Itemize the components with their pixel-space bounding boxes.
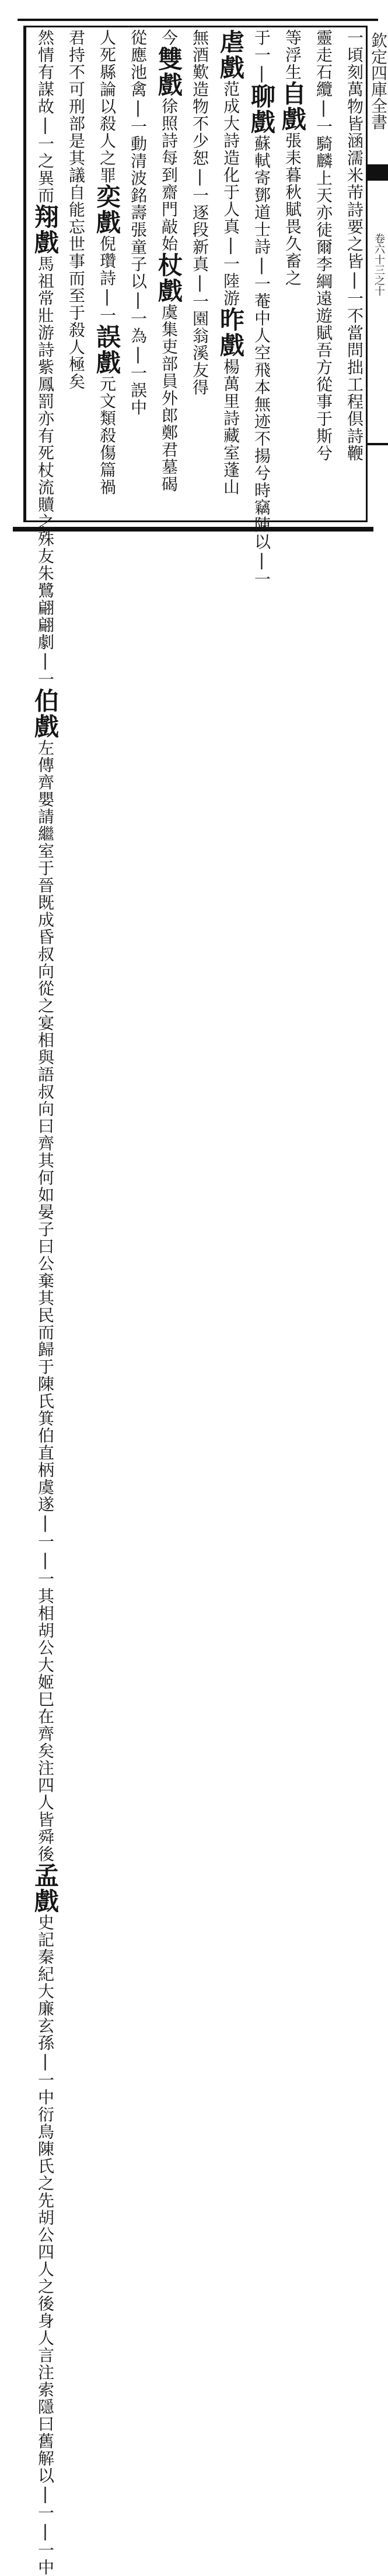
- column-text: 史記秦紀大廉玄孫|一中衍鳥: [36, 1914, 55, 2141]
- text-column: [153, 29, 184, 519]
- column-text: 人死縣論以殺人之罪: [97, 29, 117, 184]
- book-page: [0, 0, 388, 557]
- column-text: 徐照詩每到齋門敲始: [159, 98, 179, 253]
- column-text: 張耒暮秋賦畏久畜之: [283, 132, 302, 287]
- headword: 自戲: [278, 81, 307, 132]
- column-text: 范成大詩造化于人真|一陸游: [221, 80, 240, 307]
- column-text: 身人言注索隱曰舊解以|一|一中: [36, 2313, 55, 2576]
- headword: 伯戲: [31, 688, 60, 740]
- column-text: 元文類殺傷篇禍: [97, 375, 117, 496]
- column-text: 虞集吏部員外郎鄭君墓碣: [159, 304, 179, 493]
- text-column: [184, 29, 215, 519]
- headword: 翔戲: [31, 204, 60, 255]
- headword: 雙戲: [155, 47, 183, 98]
- column-text: 君持不可刑部是其議: [67, 29, 86, 184]
- frame-bottom-inner-rule: [25, 520, 368, 522]
- text-column: [246, 29, 277, 519]
- column-text: 楊萬里詩藏室蓬山: [221, 358, 240, 496]
- column-text: 無酒歎造物不少恕|一逐段新: [190, 29, 209, 256]
- column-text: 嬰請繼室于晉既成昏叔向從之宴相與語叔向曰齊其何如晏: [36, 791, 55, 1221]
- headword: 杖戲: [155, 252, 183, 304]
- text-column: [215, 29, 246, 519]
- frame-top-inner-rule: [25, 26, 368, 27]
- column-text: 倪瓚詩|一: [97, 235, 117, 325]
- text-column: [29, 29, 61, 519]
- column-text: 靈走石纜|一騎麟上天亦徒爾李綱遠遊賦吾方從事于斯兮: [314, 29, 333, 462]
- column-text: 而至于殺人極矣: [67, 270, 86, 390]
- column-text: 于一|: [252, 29, 271, 84]
- text-column: [91, 29, 123, 519]
- book-title: 欽定四庫全書: [368, 32, 388, 172]
- column-text: 馬祖常壯游詩紫鳳: [36, 255, 55, 393]
- text-column: [277, 29, 308, 519]
- column-text: 左傳齊: [36, 740, 55, 791]
- frame-top-outer-rule: [18, 19, 378, 21]
- headword: 奕戲: [93, 184, 121, 235]
- headword: 虐戲: [216, 29, 245, 80]
- column-text: 不揚兮時竊陳以|一: [252, 430, 271, 588]
- text-column: [338, 29, 370, 519]
- column-text: 巳在齊矣注四人皆舜後: [36, 1691, 55, 1863]
- column-text: 銘壽張童子以|一為|一誤中: [128, 187, 148, 417]
- headword: 孟戲: [31, 1863, 60, 1914]
- column-text: 自能忘世事: [67, 184, 86, 270]
- text-column: [307, 29, 339, 519]
- column-text: 從: [128, 29, 148, 47]
- column-text: 等浮生: [283, 29, 302, 81]
- headword: 誤戲: [93, 324, 121, 375]
- headword: 昨戲: [216, 307, 245, 358]
- frame-left-rule: [23, 26, 26, 522]
- column-text: 真|一園翁溪友得: [190, 256, 209, 396]
- headword: 聊戲: [247, 84, 276, 135]
- frame-bottom-outer-rule: [13, 527, 373, 532]
- column-text: 友朱鷺翩翩劇|一: [36, 548, 55, 688]
- column-text: 蘇軾寄鄧道士詩|一菴中人空飛本無迹: [252, 135, 271, 431]
- column-text: 罰亦有死杖流贖之殊: [36, 393, 55, 548]
- juan-number: 卷六十三之十: [370, 233, 387, 350]
- text-column: [60, 29, 92, 519]
- column-text: 然情有謀故|一之異而: [36, 29, 55, 204]
- column-text: 子曰公棄其民而歸于陳氏箕伯直柄虞遂|一|一其相胡公大姬: [36, 1221, 55, 1691]
- text-column: [122, 29, 153, 519]
- column-text: 陳氏之先胡公四人之後: [36, 2141, 55, 2313]
- column-text: 今: [159, 29, 179, 47]
- column-text: 一頃刻萬物皆涵濡米芾詩要之皆|一不當問拙工程倶詩鞭: [345, 29, 364, 462]
- column-text: 應池禽|一動清波: [128, 47, 148, 187]
